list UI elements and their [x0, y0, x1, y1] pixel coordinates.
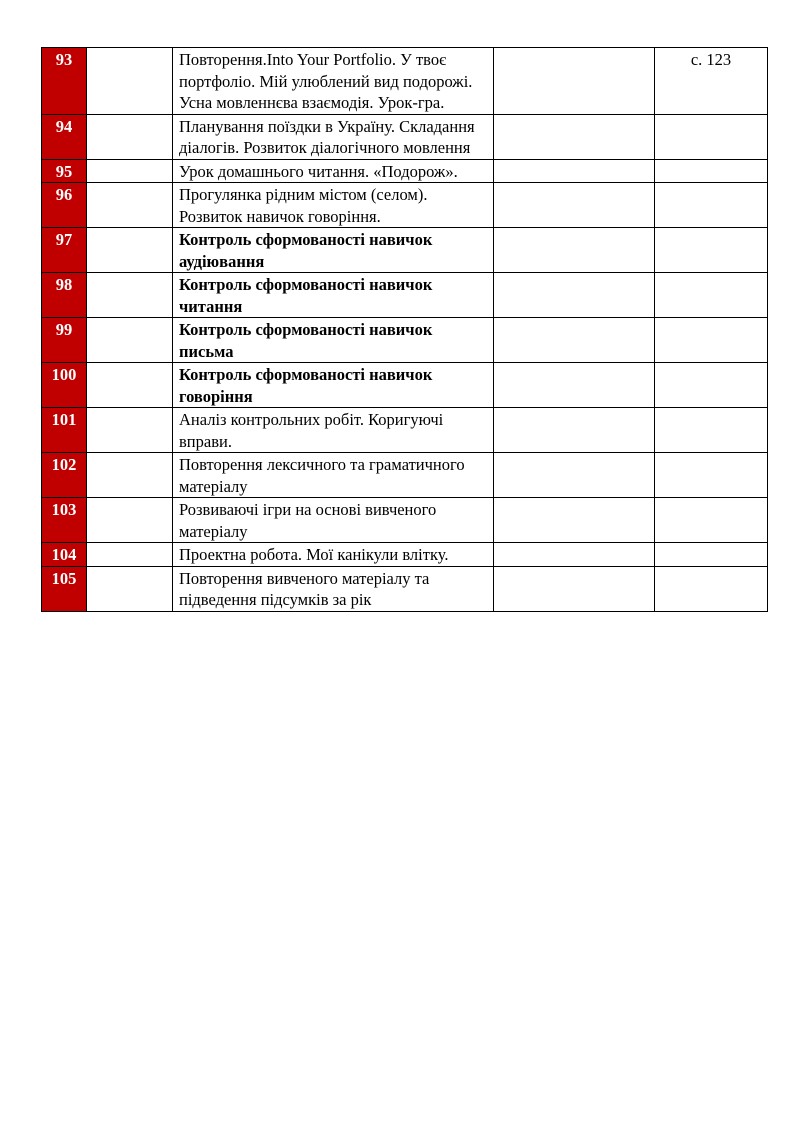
lesson-notes: [494, 318, 655, 363]
lesson-notes: [494, 408, 655, 453]
lesson-notes: [494, 453, 655, 498]
lesson-date: [87, 183, 173, 228]
table-row: [42, 543, 768, 567]
lesson-topic: Повторення лексичного та граматичного матеріалу: [173, 453, 494, 498]
lesson-page: [655, 498, 768, 543]
table-row: [42, 273, 768, 318]
lesson-number: 93: [42, 48, 87, 115]
lesson-number: 101: [42, 408, 87, 453]
lesson-page: [655, 114, 768, 159]
lesson-topic: Розвиваючі ігри на основі вивченого матеріалу: [173, 498, 494, 543]
lesson-notes: [494, 183, 655, 228]
table-row: [42, 114, 768, 159]
lesson-date: [87, 453, 173, 498]
lesson-topic: Планування поїздки в Україну. Складання діалогів. Розвиток діалогічного мовлення: [173, 114, 494, 159]
lesson-date: [87, 228, 173, 273]
lesson-topic: Контроль сформованості навичок читання: [173, 273, 494, 318]
lesson-notes: [494, 363, 655, 408]
lesson-topic: Контроль сформованості навичок письма: [173, 318, 494, 363]
lesson-date: [87, 363, 173, 408]
lesson-date: [87, 273, 173, 318]
lesson-topic: Аналіз контрольних робіт. Коригуючі вправи.: [173, 408, 494, 453]
lesson-number: 97: [42, 228, 87, 273]
lesson-notes: [494, 543, 655, 567]
lesson-page: [655, 566, 768, 611]
lesson-notes: [494, 273, 655, 318]
lesson-page: [655, 318, 768, 363]
lesson-topic: Урок домашнього читання. «Подорож».: [173, 159, 494, 183]
lesson-page: с. 123: [655, 48, 768, 115]
lesson-date: [87, 566, 173, 611]
lesson-notes: [494, 228, 655, 273]
lesson-page: [655, 273, 768, 318]
lesson-date: [87, 48, 173, 115]
table-row: [42, 183, 768, 228]
lesson-date: [87, 543, 173, 567]
lesson-page: [655, 363, 768, 408]
table-row: [42, 453, 768, 498]
lesson-page: [655, 183, 768, 228]
lesson-topic: Проектна робота. Мої канікули влітку.: [173, 543, 494, 567]
lesson-number: 102: [42, 453, 87, 498]
lesson-number: 100: [42, 363, 87, 408]
lesson-number: 103: [42, 498, 87, 543]
table-row: [42, 318, 768, 363]
lesson-topic: Прогулянка рідним містом (селом). Розвиток навичок говоріння.: [173, 183, 494, 228]
lesson-number: 105: [42, 566, 87, 611]
lesson-page: [655, 453, 768, 498]
lesson-notes: [494, 498, 655, 543]
lesson-topic: Контроль сформованості навичок говоріння: [173, 363, 494, 408]
lesson-number: 95: [42, 159, 87, 183]
lesson-page: [655, 543, 768, 567]
lesson-date: [87, 408, 173, 453]
table-row: [42, 363, 768, 408]
lesson-notes: [494, 114, 655, 159]
lesson-number: 99: [42, 318, 87, 363]
lesson-date: [87, 318, 173, 363]
lesson-plan-table: [41, 47, 768, 612]
lesson-notes: [494, 48, 655, 115]
lesson-date: [87, 159, 173, 183]
lesson-number: 94: [42, 114, 87, 159]
lesson-number: 96: [42, 183, 87, 228]
table-row: [42, 228, 768, 273]
lesson-page: [655, 408, 768, 453]
table-row: [42, 498, 768, 543]
lesson-page: [655, 159, 768, 183]
lesson-date: [87, 114, 173, 159]
lesson-notes: [494, 566, 655, 611]
table-row: [42, 566, 768, 611]
lesson-topic: Повторення вивченого матеріалу та підведення підсумків за рік: [173, 566, 494, 611]
lesson-date: [87, 498, 173, 543]
lesson-notes: [494, 159, 655, 183]
table-row: [42, 48, 768, 115]
lesson-number: 98: [42, 273, 87, 318]
lesson-topic: Контроль сформованості навичок аудіювання: [173, 228, 494, 273]
lesson-number: 104: [42, 543, 87, 567]
lesson-page: [655, 228, 768, 273]
lesson-rows: [42, 48, 768, 612]
table-row: [42, 159, 768, 183]
lesson-topic: Повторення.Into Your Portfolio. У твоє портфоліо. Мій улюблений вид подорожі. Усна мовленнєва взаємодія. Урок-гра.: [173, 48, 494, 115]
table-row: [42, 408, 768, 453]
